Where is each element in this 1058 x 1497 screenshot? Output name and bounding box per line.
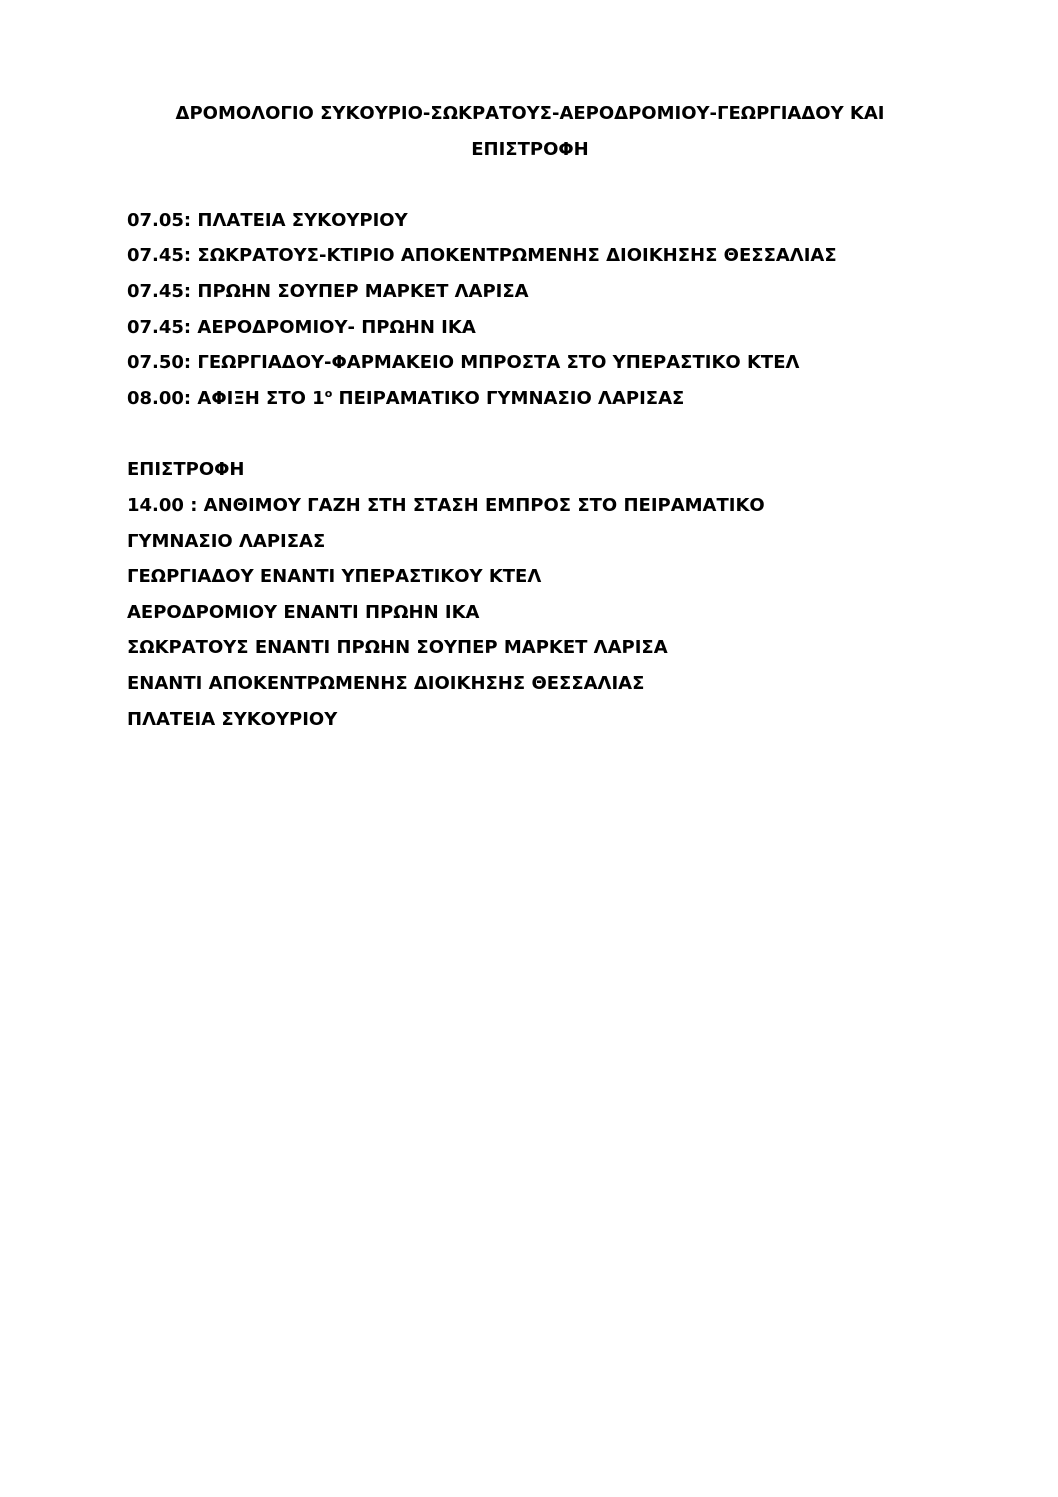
return-stop: ΓΕΩΡΓΙΑΔΟΥ ΕΝΑΝΤΙ ΥΠΕΡΑΣΤΙΚΟΥ ΚΤΕΛ [127,566,542,587]
return-stop: ΓΥΜΝΑΣΙΟ ΛΑΡΙΣΑΣ [127,531,326,552]
arrival-line [127,387,684,411]
return-stop: ΕΝΑΝΤΙ ΑΠΟΚΕΝΤΡΩΜΕΝΗΣ ΔΙΟΙΚΗΣΗΣ ΘΕΣΣΑΛΙΑΣ [127,673,645,694]
arrival-suffix: ΠΕΙΡΑΜΑΤΙΚΟ ΓΥΜΝΑΣΙΟ ΛΑΡΙΣΑΣ [332,388,685,409]
title-line-2: ΕΠΙΣΤΡΟΦΗ [471,139,589,160]
arrival-prefix: 08.00: ΑΦΙΞΗ ΣΤΟ 1 [127,388,325,409]
return-stop: ΣΩΚΡΑΤΟΥΣ ΕΝΑΝΤΙ ΠΡΩΗΝ ΣΟΥΠΕΡ ΜΑΡΚΕΤ ΛΑΡΙΣΑ [127,637,668,658]
ordinal-superscript: ο [324,387,333,400]
outbound-stop: 07.45: ΑΕΡΟΔΡΟΜΙΟΥ- ΠΡΩΗΝ ΙΚΑ [127,317,476,338]
return-heading: ΕΠΙΣΤΡΟΦΗ [127,459,245,480]
title-line-1: ΔΡΟΜΟΛΟΓΙΟ ΣΥΚΟΥΡΙΟ-ΣΩΚΡΑΤΟΥΣ-ΑΕΡΟΔΡΟΜΙΟΥ-ΓΕΩΡΓΙΑΔΟΥ ΚΑΙ [175,103,885,124]
outbound-stop: 07.45: ΠΡΩΗΝ ΣΟΥΠΕΡ ΜΑΡΚΕΤ ΛΑΡΙΣΑ [127,281,529,302]
outbound-stop: 07.05: ΠΛΑΤΕΙΑ ΣΥΚΟΥΡΙΟΥ [127,210,408,231]
return-stop: 14.00 : ΑΝΘΙΜΟΥ ΓΑΖΗ ΣΤΗ ΣΤΑΣΗ ΕΜΠΡΟΣ ΣΤΟ ΠΕΙΡΑΜΑΤΙΚΟ [127,495,765,516]
document-title [100,96,960,168]
outbound-stop: 07.45: ΣΩΚΡΑΤΟΥΣ-ΚΤΙΡΙΟ ΑΠΟΚΕΝΤΡΩΜΕΝΗΣ ΔΙΟΙΚΗΣΗΣ ΘΕΣΣΑΛΙΑΣ [127,245,837,266]
return-stop: ΠΛΑΤΕΙΑ ΣΥΚΟΥΡΙΟΥ [127,709,338,730]
outbound-stop: 07.50: ΓΕΩΡΓΙΑΔΟΥ-ΦΑΡΜΑΚΕΙΟ ΜΠΡΟΣΤΑ ΣΤΟ ΥΠΕΡΑΣΤΙΚΟ ΚΤΕΛ [127,352,800,373]
return-stop: ΑΕΡΟΔΡΟΜΙΟΥ ΕΝΑΝΤΙ ΠΡΩΗΝ ΙΚΑ [127,602,480,623]
